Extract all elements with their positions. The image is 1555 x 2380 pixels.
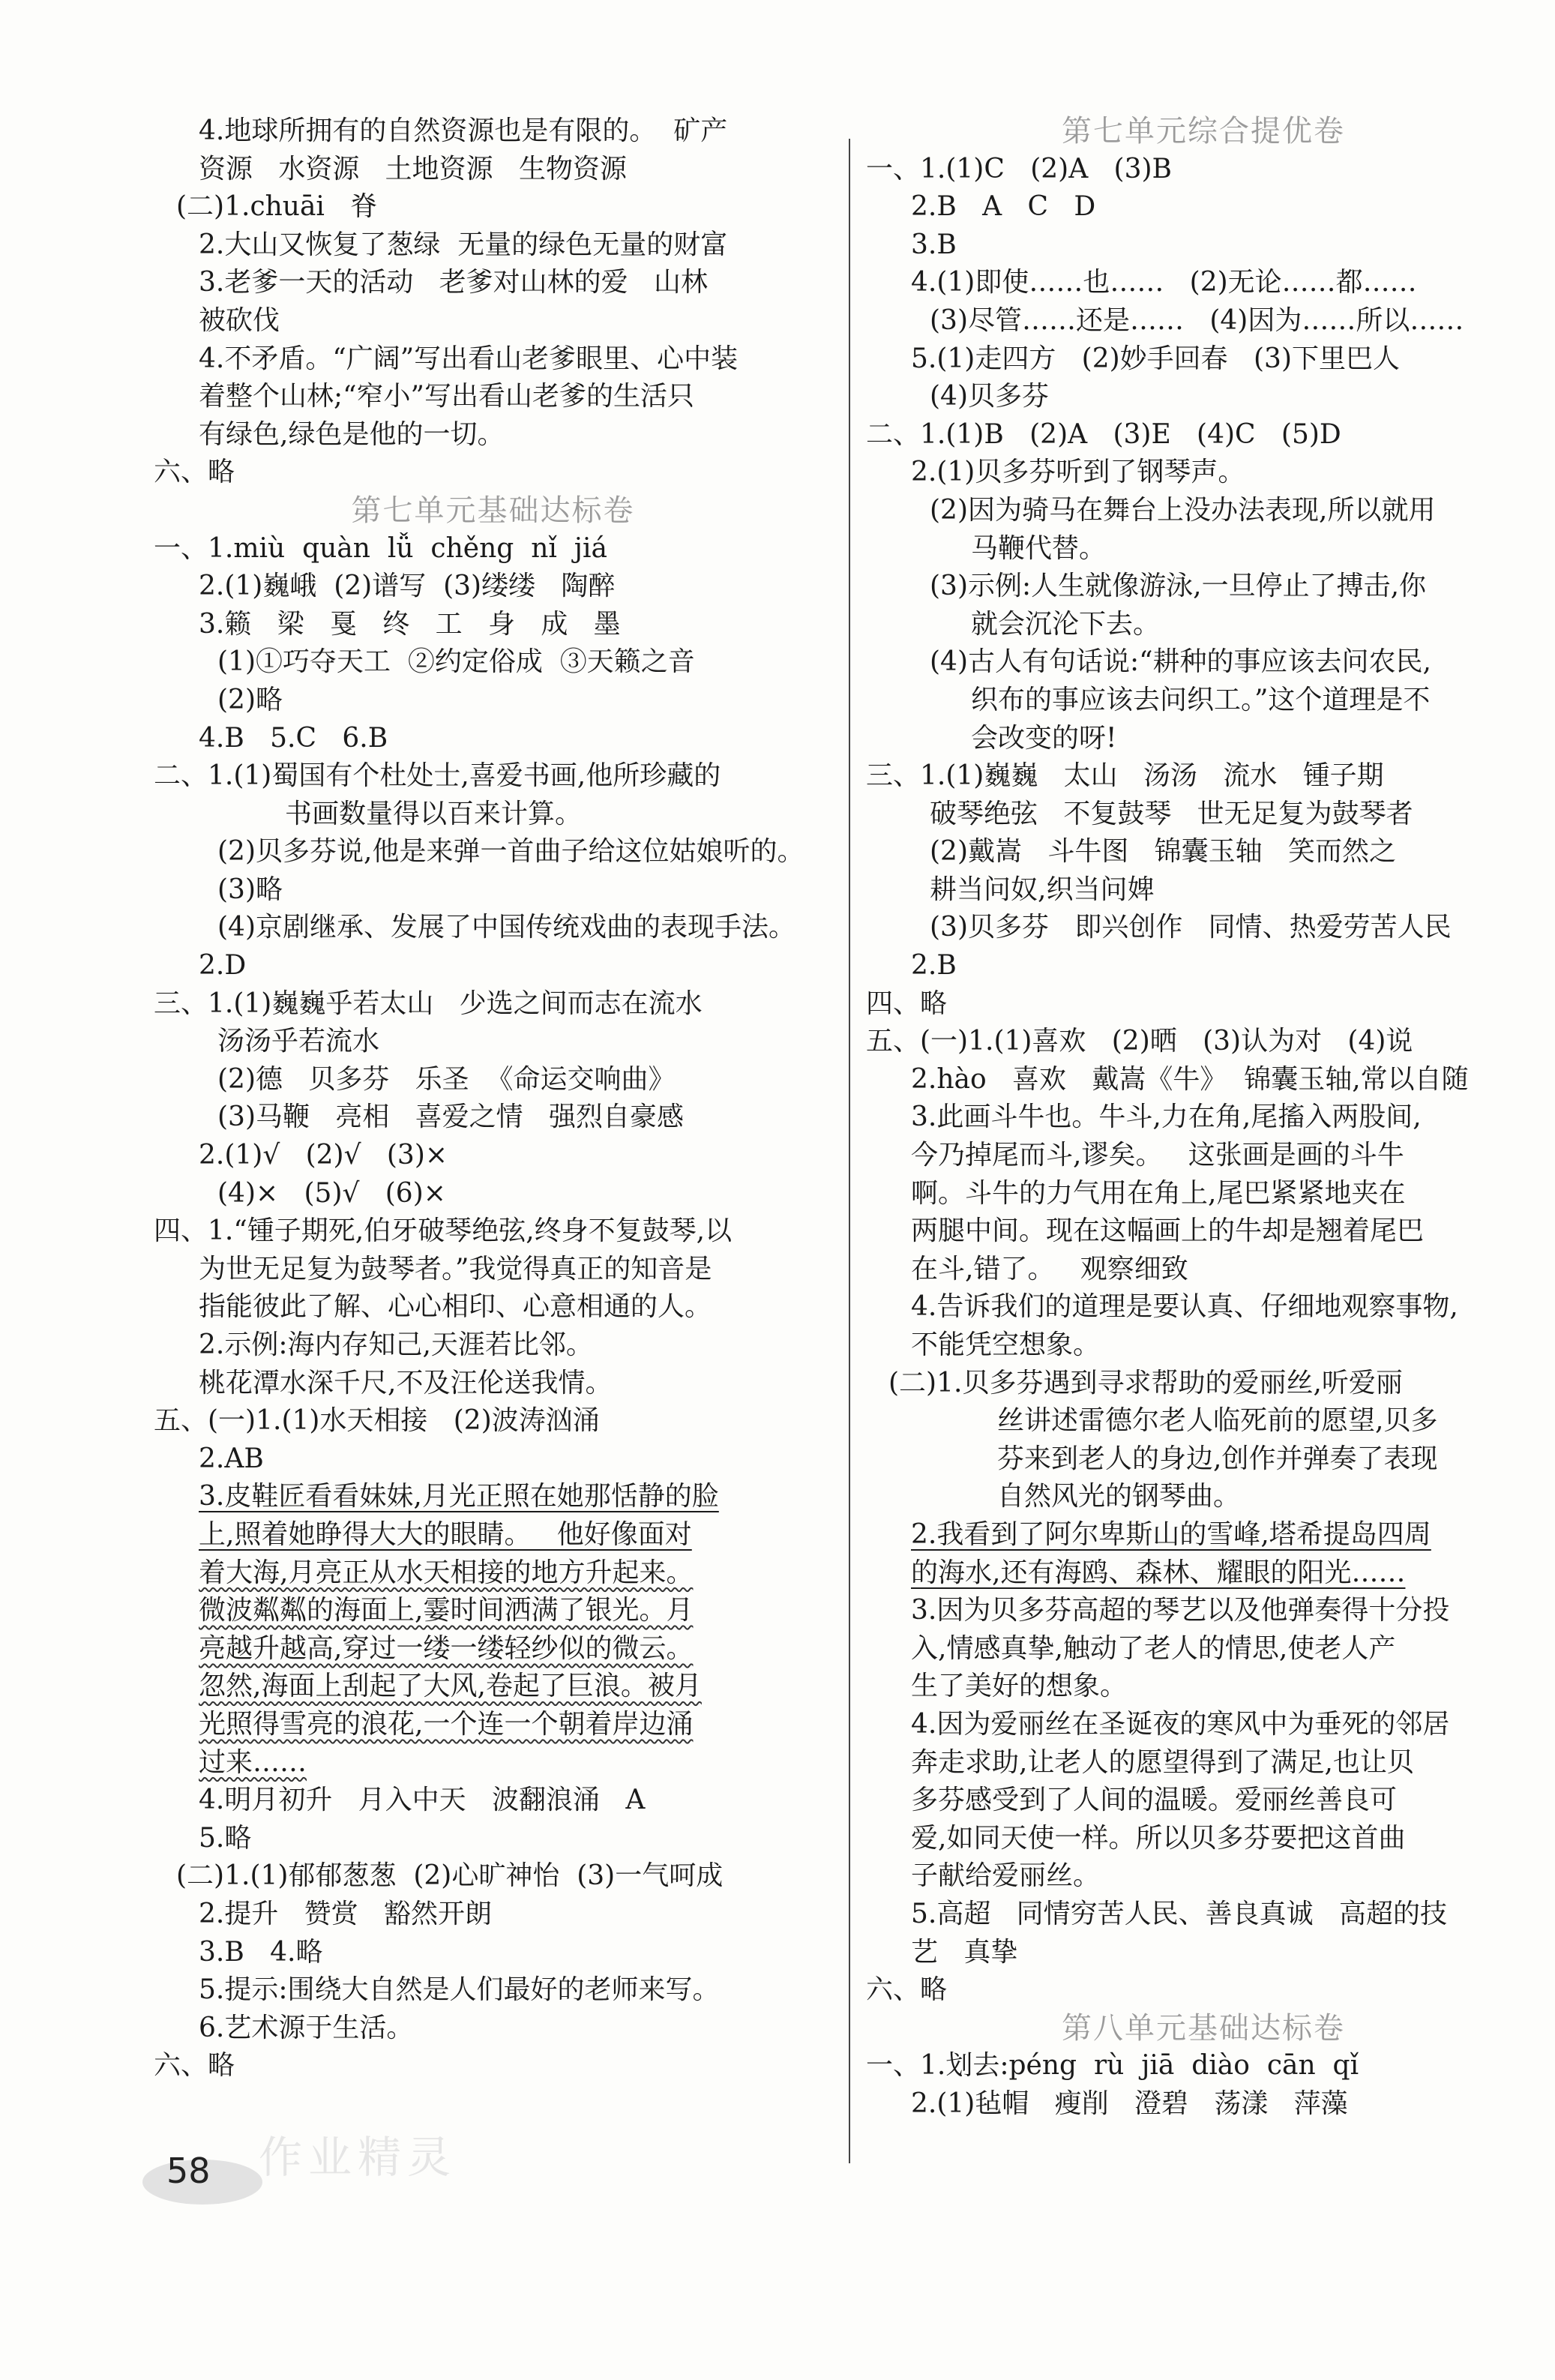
answer-line: 六、略 — [154, 2050, 235, 2082]
answer-line: 3.因为贝多芬高超的琴艺以及他弹奏得十分投 — [911, 1595, 1450, 1626]
answer-line: 4.明月初升 月入中天 波翻浪涌 A — [199, 1785, 646, 1816]
answer-line: 就会沉沦下去。 — [971, 608, 1161, 640]
answer-line: (3)马鞭 亮相 喜爱之情 强烈自豪感 — [217, 1102, 684, 1133]
answer-line: 4.(1)即使……也…… (2)无论……都…… — [911, 267, 1417, 298]
answer-line: 马鞭代替。 — [971, 532, 1107, 564]
answer-line: 被砍伐 — [199, 304, 280, 336]
answer-line: 三、1.(1)巍巍乎若太山 少选之间而志在流水 — [154, 988, 703, 1019]
column-divider — [849, 139, 850, 2163]
answer-line: 二、1.(1)蜀国有个杜处士,喜爱书画,他所珍藏的 — [154, 760, 721, 792]
answer-line: 在斗,错了。 观察细致 — [911, 1253, 1188, 1284]
answer-line: 会改变的呀! — [971, 722, 1117, 754]
answer-line: 为世无足复为鼓琴者。”我觉得真正的知音是 — [199, 1253, 712, 1284]
answer-line: 奔走求助,让老人的愿望得到了满足,也让贝 — [911, 1746, 1414, 1778]
answer-line: 2.(1)贝多芬听到了钢琴声。 — [911, 457, 1245, 488]
answer-line: 艺 真挚 — [911, 1936, 1018, 1968]
answer-line: 3.B — [911, 229, 957, 260]
answer-line: (3)尽管……还是…… (4)因为……所以…… — [930, 304, 1464, 336]
answer-line: 汤汤乎若流水 — [217, 1026, 380, 1057]
answer-line: 不能凭空想象。 — [911, 1329, 1101, 1360]
left-column — [154, 112, 832, 2085]
answer-line: 5.高超 同情穷苦人民、善良真诚 高超的技 — [911, 1898, 1448, 1929]
answer-line: 亮越升越高,穿过一缕一缕轻纱似的微云。 — [199, 1632, 694, 1664]
answer-line: 5.略 — [199, 1822, 252, 1854]
answer-line: 六、略 — [154, 457, 235, 488]
answer-line: (二)1.chuāi 脊 — [176, 191, 378, 223]
answer-line: (3)略 — [217, 874, 283, 905]
answer-line: (二)1.(1)郁郁葱葱 (2)心旷神怡 (3)一气呵成 — [176, 1860, 724, 1892]
answer-line: 3.老爹一天的活动 老爹对山林的爱 山林 — [199, 267, 709, 298]
answer-line: 2.(1)毡帽 瘦削 澄碧 荡漾 萍藻 — [911, 2088, 1348, 2119]
answer-line: 今乃掉尾而斗,谬矣。 这张画是画的斗牛 — [911, 1140, 1404, 1171]
answer-line: 上,照着她睁得大大的眼睛。 他好像面对 — [199, 1518, 692, 1550]
answer-line: (二)1.贝多芬遇到寻求帮助的爱丽丝,听爱丽 — [888, 1367, 1403, 1398]
answer-line: (2)略 — [217, 684, 283, 715]
answer-line: 3.B 4.略 — [199, 1936, 323, 1968]
answer-line: 六、略 — [866, 1974, 948, 2006]
answer-line: 五、(一)1.(1)喜欢 (2)晒 (3)认为对 (4)说 — [866, 1026, 1413, 1057]
answer-line: 6.艺术源于生活。 — [199, 2012, 414, 2043]
answer-line: (2)贝多芬说,他是来弹一首曲子给这位姑娘听的。 — [217, 836, 804, 868]
answer-line: 入,情感真挚,触动了老人的情思,使老人产 — [911, 1632, 1396, 1664]
section-heading: 第七单元基础达标卷 — [351, 493, 635, 528]
answer-line: 4.地球所拥有的自然资源也是有限的。 矿产 — [199, 115, 728, 146]
answer-line: 破琴绝弦 不复鼓琴 世无足复为鼓琴者 — [930, 798, 1413, 829]
answer-line: 芬来到老人的身边,创作并弹奏了表现 — [997, 1443, 1438, 1474]
answer-line: (2)德 贝多芬 乐圣 《命运交响曲》 — [217, 1063, 676, 1095]
answer-line: 织布的事应该去问织工。”这个道理是不 — [971, 684, 1431, 715]
answer-line: 光照得雪亮的浪花,一个连一个朝着岸边涌 — [199, 1708, 694, 1740]
answer-line: 2.大山又恢复了葱绿 无量的绿色无量的财富 — [199, 229, 728, 260]
answer-line: 5.提示:围绕大自然是人们最好的老师来写。 — [199, 1974, 720, 2006]
answer-line: 爱,如同天使一样。所以贝多芬要把这首曲 — [911, 1822, 1406, 1854]
answer-line: (3)示例:人生就像游泳,一旦停止了搏击,你 — [930, 571, 1427, 602]
right-column — [866, 112, 1541, 2123]
answer-line: 耕当问奴,织当问婢 — [930, 874, 1155, 905]
answer-line: 微波粼粼的海面上,霎时间洒满了银光。月 — [199, 1595, 694, 1626]
answer-line: 2.hào 喜欢 戴嵩《牛》 锦囊玉轴,常以自随 — [911, 1063, 1469, 1095]
answer-line: 2.AB — [199, 1443, 264, 1474]
answer-line: 过来…… — [199, 1746, 307, 1778]
answer-line: (4)京剧继承、发展了中国传统戏曲的表现手法。 — [217, 912, 795, 943]
answer-line: 子献给爱丽丝。 — [911, 1860, 1101, 1892]
answer-line: 一、1.miù quàn lǚ chěng nǐ jiá — [154, 532, 607, 564]
answer-line: 的海水,还有海鸥、森林、耀眼的阳光…… — [911, 1557, 1406, 1588]
answer-line: 四、略 — [866, 988, 948, 1019]
answer-line: 书画数量得以百来计算。 — [285, 798, 583, 829]
answer-line: 2.(1)√ (2)√ (3)× — [199, 1140, 448, 1171]
answer-line: 4.不矛盾。“广阔”写出看山老爹眼里、心中装 — [199, 343, 739, 374]
answer-line: (2)因为骑马在舞台上没办法表现,所以就用 — [930, 494, 1436, 526]
answer-line: 有绿色,绿色是他的一切。 — [199, 418, 505, 450]
answer-line: (2)戴嵩 斗牛图 锦囊玉轴 笑而然之 — [930, 836, 1396, 868]
answer-line: 3.籁 梁 戛 终 工 身 成 墨 — [199, 608, 621, 640]
answer-line: 4.因为爱丽丝在圣诞夜的寒风中为垂死的邻居 — [911, 1708, 1450, 1740]
answer-line: 多芬感受到了人间的温暖。爱丽丝善良可 — [911, 1785, 1398, 1816]
answer-line: 五、(一)1.(1)水天相接 (2)波涛汹涌 — [154, 1405, 600, 1437]
answer-line: 着整个山林;“窄小”写出看山老爹的生活只 — [199, 381, 694, 412]
answer-line: 一、1.划去:péng rù jiā diào cān qǐ — [866, 2050, 1359, 2082]
section-heading: 第八单元基础达标卷 — [1062, 2010, 1345, 2046]
answer-line: 3.此画斗牛也。牛斗,力在角,尾搐入两股间, — [911, 1102, 1422, 1133]
page-number: 58 — [166, 2151, 211, 2191]
answer-line: 2.B A C D — [911, 191, 1096, 223]
watermark-text: 作业精灵 — [259, 2132, 457, 2183]
answer-line: 2.提升 赞赏 豁然开朗 — [199, 1898, 493, 1929]
answer-line: 4.B 5.C 6.B — [199, 722, 388, 754]
answer-line: (4)贝多芬 — [930, 381, 1049, 412]
answer-line: 两腿中间。现在这幅画上的牛却是翘着尾巴 — [911, 1215, 1425, 1247]
answer-line: 2.B — [911, 950, 957, 982]
answer-line: (1)①巧夺天工 ②约定俗成 ③天籁之音 — [217, 646, 695, 678]
answer-line: 着大海,月亮正从水天相接的地方升起来。 — [199, 1557, 694, 1588]
answer-line: 2.我看到了阿尔卑斯山的雪峰,塔希提岛四周 — [911, 1518, 1431, 1550]
answer-line: (4)× (5)√ (6)× — [217, 1177, 446, 1209]
answer-line: 啊。斗牛的力气用在角上,尾巴紧紧地夹在 — [911, 1177, 1406, 1209]
answer-line: 三、1.(1)巍巍 太山 汤汤 流水 锺子期 — [866, 760, 1384, 792]
answer-line: 2.(1)巍峨 (2)谱写 (3)缕缕 陶醉 — [199, 571, 616, 602]
answer-line: 5.(1)走四方 (2)妙手回春 (3)下里巴人 — [911, 343, 1400, 374]
answer-line: 3.皮鞋匠看看妹妹,月光正照在她那恬静的脸 — [199, 1481, 719, 1512]
answer-line: 自然风光的钢琴曲。 — [997, 1481, 1241, 1512]
answer-line: 丝讲述雷德尔老人临死前的愿望,贝多 — [997, 1405, 1438, 1437]
answer-line: 生了美好的想象。 — [911, 1671, 1128, 1702]
answer-line: 四、1.“锺子期死,伯牙破琴绝弦,终身不复鼓琴,以 — [154, 1215, 733, 1247]
answer-line: 一、1.(1)C (2)A (3)B — [866, 153, 1172, 184]
answer-line: (4)古人有句话说:“耕种的事应该去问农民, — [930, 646, 1431, 678]
answer-line: (3)贝多芬 即兴创作 同情、热爱劳苦人民 — [930, 912, 1452, 943]
answer-line: 指能彼此了解、心心相印、心意相通的人。 — [199, 1291, 712, 1323]
answer-line: 资源 水资源 土地资源 生物资源 — [199, 153, 627, 184]
answer-line: 4.告诉我们的道理是要认真、仔细地观察事物, — [911, 1291, 1458, 1323]
answer-line: 二、1.(1)B (2)A (3)E (4)C (5)D — [866, 418, 1341, 450]
answer-line: 2.D — [199, 950, 247, 982]
answer-line: 忽然,海面上刮起了大风,卷起了巨浪。被月 — [199, 1671, 702, 1702]
section-heading: 第七单元综合提优卷 — [1062, 114, 1345, 148]
answer-line: 桃花潭水深千尺,不及汪伦送我情。 — [199, 1367, 613, 1398]
answer-line: 2.示例:海内存知己,天涯若比邻。 — [199, 1329, 593, 1360]
